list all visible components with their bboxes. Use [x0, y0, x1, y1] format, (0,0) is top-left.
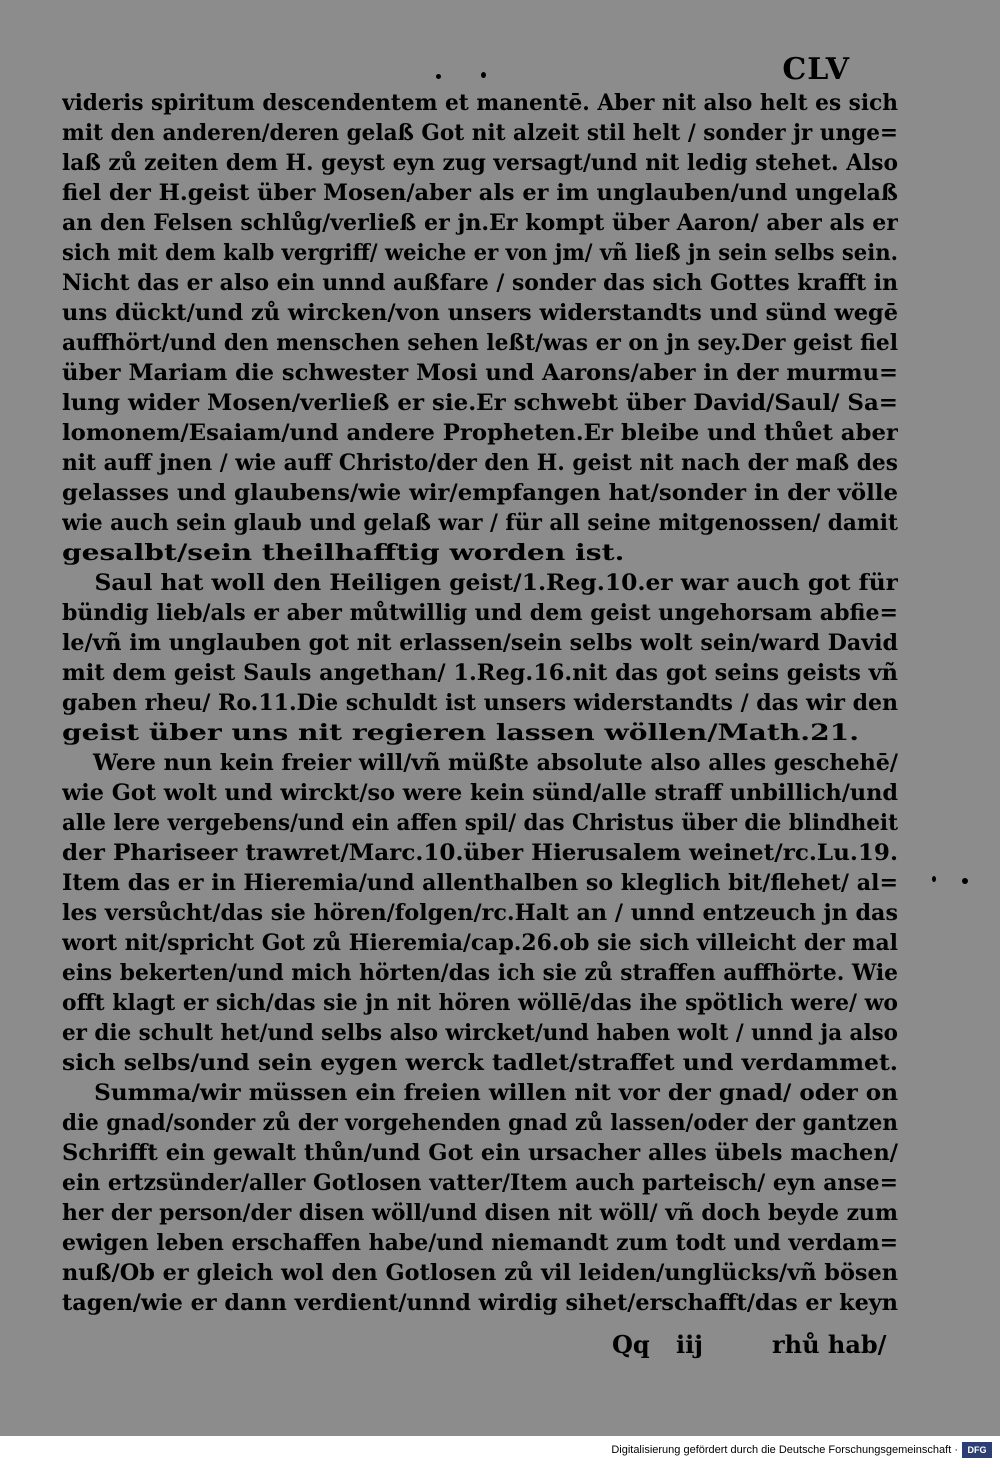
text-line: gesalbt/sein theilhafftig worden ist.: [62, 540, 625, 566]
text-line: eins bekerten/und mich hörten/das ich sie zů straffen auffhörte. Wie: [62, 960, 898, 986]
digitization-credit: [611, 1442, 992, 1458]
text-line: wort nit/spricht Got zů Hieremia/cap.26.ob sie sich villeicht der mal: [62, 930, 898, 956]
body-text: [62, 88, 898, 1318]
text-line: lung wider Mosen/verließ er sie.Er schwebt über David/Saul/ Sa=: [62, 390, 898, 416]
text-line: der Phariseer trawret/Marc.10.über Hierusalem weinet/rc.Lu.19.: [62, 840, 898, 866]
text-line: offt klagt er sich/das sie jn nit hören wöllē/das ihe spötlich were/ wo: [62, 990, 898, 1016]
text-line: tagen/wie er dann verdient/unnd wirdig sihet/erschafft/das er keyn: [62, 1290, 898, 1316]
ink-speck: [932, 876, 936, 882]
ink-speck: [962, 878, 968, 884]
text-line: Nicht das er also ein unnd außfare / sonder das sich Gottes krafft in: [62, 270, 898, 296]
ink-speck: [436, 74, 441, 79]
text-line: über Mariam die schwester Mosi und Aarons/aber in der murmu=: [62, 360, 898, 386]
page-footer: [0, 1330, 1000, 1370]
text-line: alle lere vergebens/und ein affen spil/ das Christus über die blindheit: [62, 810, 898, 836]
folio-number: CLV: [782, 52, 850, 87]
text-line: nit auff jnen / wie auff Christo/der den H. geist nit nach der maß des: [62, 450, 898, 476]
text-line: gelasses und glaubens/wie wir/empfangen hat/sonder in der völle: [62, 480, 898, 506]
text-line: Summa/wir müssen ein freien willen nit vor der gnad/ oder on: [62, 1080, 898, 1106]
text-line: gaben rheu/ Ro.11.Die schuldt ist unsers widerstandts / das wir den: [62, 690, 898, 716]
text-line: ewigen leben erschaffen habe/und niemandt zum todt und verdam=: [62, 1230, 898, 1256]
text-line: mit den anderen/deren gelaß Got nit alzeit stil helt / sonder jr unge=: [62, 120, 898, 146]
text-line: Saul hat woll den Heiligen geist/1.Reg.10.er war auch got für: [62, 570, 898, 596]
text-line: sich selbs/und sein eygen werck tadlet/straffet und verdammet.: [62, 1050, 898, 1076]
ink-speck: [481, 72, 486, 78]
text-line: er die schult het/und selbs also wircket/und haben wolt / unnd ja also: [62, 1020, 898, 1046]
text-line: auffhört/und den menschen sehen leßt/was er on jn sey.Der geist fiel: [62, 330, 898, 356]
text-line: fiel der H.geist über Mosen/aber als er im unglauben/und ungelaß: [62, 180, 898, 206]
catchword: rhů hab/: [772, 1330, 887, 1359]
text-line: geist über uns nit regieren lassen wöllen/Math.21.: [62, 720, 860, 746]
text-line: an den Felsen schlůg/verließ er jn.Er kompt über Aaron/ aber als er: [62, 210, 898, 236]
text-line: her der person/der disen wöll/und disen nit wöll/ vñ doch beyde zum: [62, 1200, 898, 1226]
text-line: mit dem geist Sauls angethan/ 1.Reg.16.nit das got seins geists vñ: [62, 660, 898, 686]
text-line: Were nun kein freier will/vñ müßte absolute also alles geschehē/: [62, 750, 898, 776]
text-line: uns dückt/und zů wircken/von unsers widerstandts und sünd wegē: [62, 300, 898, 326]
text-line: sich mit dem kalb vergriff/ weiche er von jm/ vñ ließ jn sein selbs sein.: [62, 240, 898, 266]
text-line: bündig lieb/als er aber můtwillig und dem geist ungehorsam abfie=: [62, 600, 898, 626]
credit-text: Digitalisierung gefördert durch die Deutsche Forschungsgemeinschaft ·: [611, 1444, 958, 1456]
text-line: wie auch sein glaub und gelaß war / für all seine mitgenossen/ damit: [62, 510, 898, 536]
text-line: wie Got wolt und wirckt/so were kein sünd/alle straff unbillich/und: [62, 780, 898, 806]
text-line: die gnad/sonder zů der vorgehenden gnad zů lassen/oder der gantzen: [62, 1110, 898, 1136]
signature-mark: Qq iij: [612, 1330, 703, 1359]
text-line: les versůcht/das sie hören/folgen/rc.Halt an / unnd entzeuch jn das: [62, 900, 898, 926]
dfg-logo: [962, 1442, 992, 1458]
text-line: nuß/Ob er gleich wol den Gotlosen zů vil leiden/unglücks/vñ bösen: [62, 1260, 898, 1286]
text-line: lomonem/Esaiam/und andere Propheten.Er bleibe und thůet aber: [62, 420, 898, 446]
text-line: laß zů zeiten dem H. geyst eyn zug versagt/und nit ledig stehet. Also: [62, 150, 898, 176]
dfg-logo-text: DFG: [967, 1445, 987, 1455]
text-line: ein ertzsünder/aller Gotlosen vatter/Item auch parteisch/ eyn anse=: [62, 1170, 898, 1196]
text-line: videris spiritum descendentem et manentē. Aber nit also helt es sich: [62, 90, 898, 116]
text-line: Item das er in Hieremia/und allenthalben so kleglich bit/flehet/ al=: [62, 870, 898, 896]
text-line: le/vñ im unglauben got nit erlassen/sein selbs wolt sein/ward David: [62, 630, 898, 656]
text-line: Schrifft ein gewalt thůn/und Got ein ursacher alles übels machen/: [62, 1140, 898, 1166]
